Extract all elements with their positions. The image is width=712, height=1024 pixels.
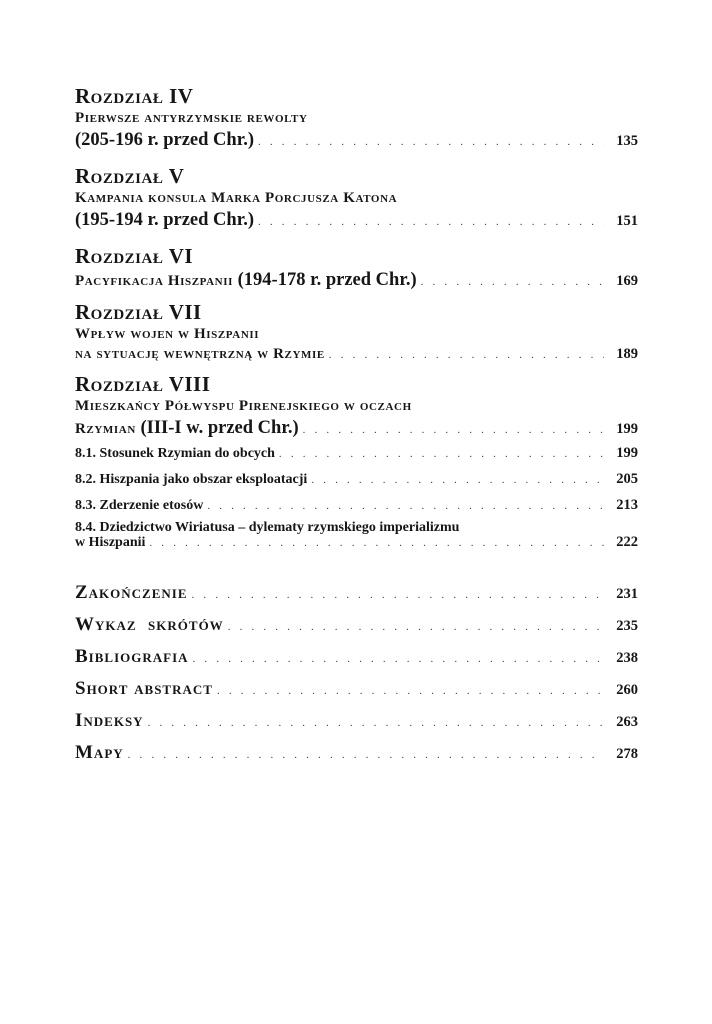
chapter-4 bbox=[75, 84, 638, 154]
dot-leader bbox=[303, 418, 604, 442]
chapter-8 bbox=[75, 372, 638, 551]
page-number: 238 bbox=[616, 650, 638, 666]
end-entry-wykaz-skrotow[interactable] bbox=[75, 610, 638, 642]
page-number: 213 bbox=[616, 497, 638, 513]
dot-leader bbox=[207, 496, 604, 516]
dot-leader bbox=[279, 444, 604, 464]
end-entry-label: Indeksy bbox=[75, 710, 144, 731]
toc-entry[interactable] bbox=[75, 128, 638, 154]
end-entry-zakonczenie[interactable] bbox=[75, 578, 638, 610]
chapter-label: Rozdział VII bbox=[75, 300, 202, 324]
chapter-5 bbox=[75, 164, 638, 234]
end-matter-list bbox=[75, 578, 638, 770]
dot-leader bbox=[192, 580, 604, 610]
chapter-title-sc: Pacyfikacja Hiszpanii bbox=[75, 273, 233, 289]
page-number: 189 bbox=[616, 346, 638, 362]
subsection-title-cont-row bbox=[75, 535, 638, 551]
subsection-list bbox=[75, 443, 638, 551]
end-entry-label: Wykaz skrótów bbox=[75, 614, 224, 635]
page-number: 222 bbox=[616, 534, 638, 550]
page-number: 169 bbox=[616, 273, 638, 289]
subsection-entry[interactable] bbox=[75, 495, 638, 516]
chapter-title-dates: (III-I w. przed Chr.) bbox=[140, 418, 299, 438]
end-entry-short-abstract[interactable] bbox=[75, 674, 638, 706]
end-entry-bibliografia[interactable] bbox=[75, 642, 638, 674]
toc-entry[interactable] bbox=[75, 416, 638, 442]
chapter-label: Rozdział IV bbox=[75, 84, 194, 108]
page-number: 235 bbox=[616, 618, 638, 634]
subsection-entry[interactable] bbox=[75, 520, 638, 551]
chapter-title: Mieszkańcy Półwyspu Pirenejskiego w oczach bbox=[75, 398, 412, 414]
dot-leader bbox=[421, 270, 604, 294]
end-entry-label: Zakończenie bbox=[75, 582, 188, 603]
chapter-title-cont: na sytuację wewnętrzną w Rzymie bbox=[75, 346, 325, 362]
dot-leader bbox=[128, 740, 604, 770]
end-entry-mapy[interactable] bbox=[75, 738, 638, 770]
chapter-6 bbox=[75, 244, 638, 294]
chapter-label: Rozdział VI bbox=[75, 244, 194, 268]
chapter-label: Rozdział VIII bbox=[75, 372, 211, 396]
dot-leader bbox=[149, 536, 604, 551]
page-number: 199 bbox=[616, 421, 638, 437]
chapter-title bbox=[75, 268, 417, 292]
dot-leader bbox=[193, 644, 604, 674]
end-entry-label: Short abstract bbox=[75, 678, 213, 699]
table-of-contents bbox=[75, 84, 638, 770]
chapter-title-dates: (205-196 r. przed Chr.) bbox=[75, 130, 254, 150]
page-number: 278 bbox=[616, 746, 638, 762]
end-entry-indeksy[interactable] bbox=[75, 706, 638, 738]
chapter-title: Pierwsze antyrzymskie rewolty bbox=[75, 110, 308, 126]
subsection-entry[interactable] bbox=[75, 443, 638, 464]
chapter-label: Rozdział V bbox=[75, 164, 185, 188]
chapter-title-dates: (195-194 r. przed Chr.) bbox=[75, 210, 254, 230]
subsection-title: 8.4. Dziedzictwo Wiriatusa – dylematy rzymskiego imperializmu bbox=[75, 520, 460, 535]
dot-leader bbox=[258, 210, 604, 234]
end-entry-label: Mapy bbox=[75, 742, 124, 763]
end-entry-label: Bibliografia bbox=[75, 646, 189, 667]
dot-leader bbox=[311, 470, 604, 490]
dot-leader bbox=[228, 612, 604, 642]
chapter-title-dates: (194-178 r. przed Chr.) bbox=[237, 270, 417, 290]
page-number: 260 bbox=[616, 682, 638, 698]
chapter-7 bbox=[75, 300, 638, 365]
subsection-title: 8.1. Stosunek Rzymian do obcych bbox=[75, 446, 275, 461]
chapter-title: Wpływ wojen w Hiszpanii bbox=[75, 326, 260, 342]
dot-leader bbox=[329, 345, 604, 365]
subsection-title-cont: w Hiszpanii bbox=[75, 535, 146, 550]
page-number: 205 bbox=[616, 471, 638, 487]
page-number: 135 bbox=[616, 133, 638, 149]
chapter-title-sc: Rzymian bbox=[75, 421, 136, 437]
toc-entry[interactable] bbox=[75, 344, 638, 365]
dot-leader bbox=[217, 676, 604, 706]
subsection-entry[interactable] bbox=[75, 469, 638, 490]
chapter-title: Kampania konsula Marka Porcjusza Katona bbox=[75, 190, 398, 206]
toc-entry[interactable] bbox=[75, 268, 638, 294]
dot-leader bbox=[258, 130, 604, 154]
toc-entry[interactable] bbox=[75, 208, 638, 234]
page-number: 263 bbox=[616, 714, 638, 730]
dot-leader bbox=[148, 708, 604, 738]
page-number: 199 bbox=[616, 445, 638, 461]
page-number: 151 bbox=[616, 213, 638, 229]
chapter-title bbox=[75, 416, 299, 440]
subsection-title: 8.2. Hiszpania jako obszar eksploatacji bbox=[75, 472, 308, 487]
page-number: 231 bbox=[616, 586, 638, 602]
subsection-title: 8.3. Zderzenie etosów bbox=[75, 498, 204, 513]
